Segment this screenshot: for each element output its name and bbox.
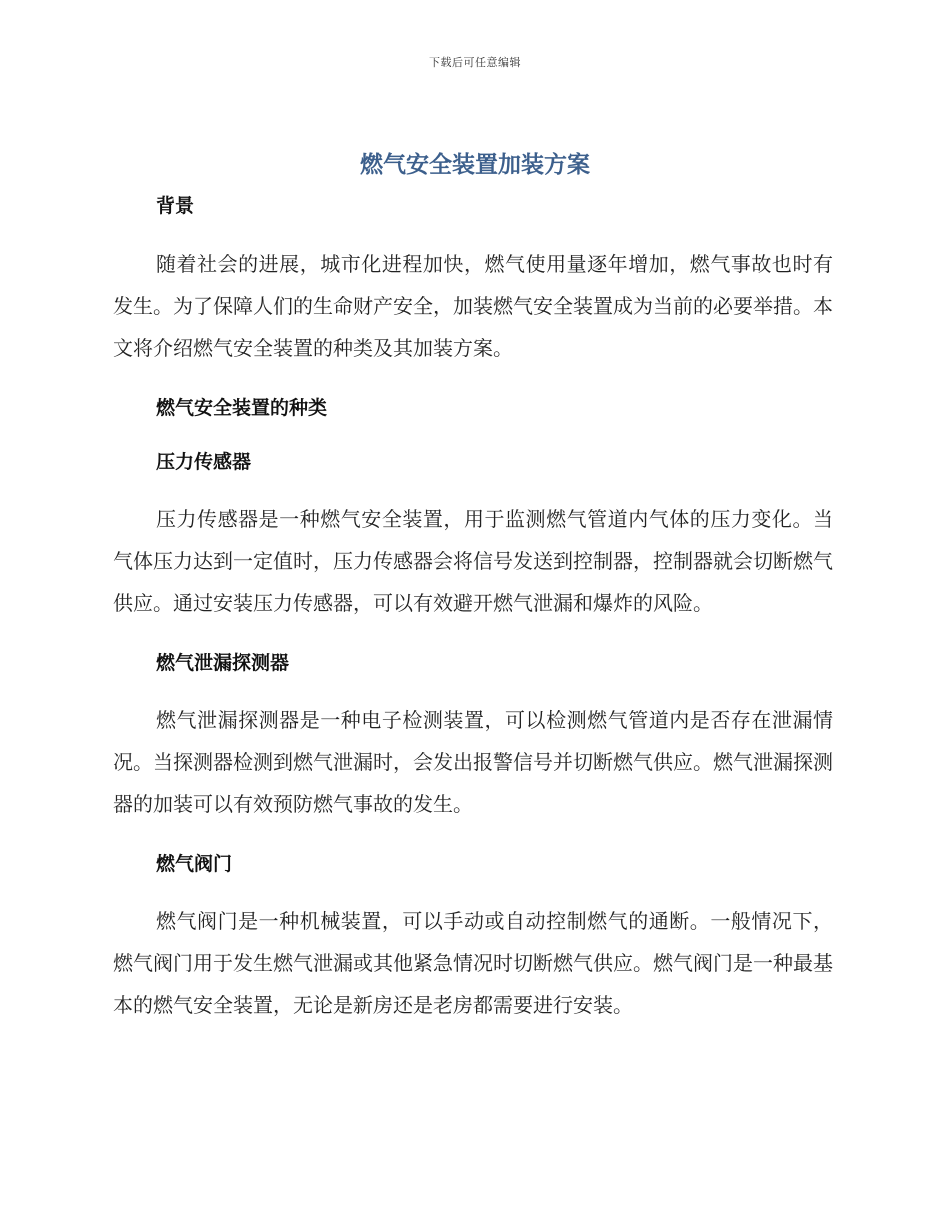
paragraph-leak-detector: 燃气泄漏探测器是一种电子检测装置，可以检测燃气管道内是否存在泄漏情况。当探测器检测到燃气泄漏时，会发出报警信号并切断燃气供应。燃气泄漏探测器的加装可以有效预防燃气事故的发生。 (113, 708, 833, 816)
page-header-note: 下载后可任意编辑 (429, 56, 521, 69)
paragraph-pressure-sensor: 压力传感器是一种燃气安全装置，用于监测燃气管道内气体的压力变化。当气体压力达到一定值时，压力传感器会将信号发送到控制器，控制器就会切断燃气供应。通过安装压力传感器，可以有效避开燃气泄漏和爆炸的风险。 (113, 507, 833, 615)
section-heading-leak-detector: 燃气泄漏探测器 (156, 652, 290, 674)
paragraph-background: 随着社会的进展，城市化进程加快，燃气使用量逐年增加，燃气事故也时有发生。为了保障人们的生命财产安全，加装燃气安全装置成为当前的必要举措。本文将介绍燃气安全装置的种类及其加装方案。 (113, 252, 833, 360)
section-heading-pressure-sensor: 压力传感器 (156, 451, 252, 473)
section-heading-types: 燃气安全装置的种类 (156, 397, 328, 419)
document-title: 燃气安全装置加装方案 (360, 152, 590, 178)
section-heading-background: 背景 (156, 195, 195, 217)
paragraph-gas-valve: 燃气阀门是一种机械装置，可以手动或自动控制燃气的通断。一般情况下，燃气阀门用于发生燃气泄漏或其他紧急情况时切断燃气供应。燃气阀门是一种最基本的燃气安全装置，无论是新房还是老房都需要进行安装。 (113, 909, 833, 1017)
document-body (113, 190, 833, 1026)
section-heading-gas-valve: 燃气阀门 (156, 853, 233, 875)
